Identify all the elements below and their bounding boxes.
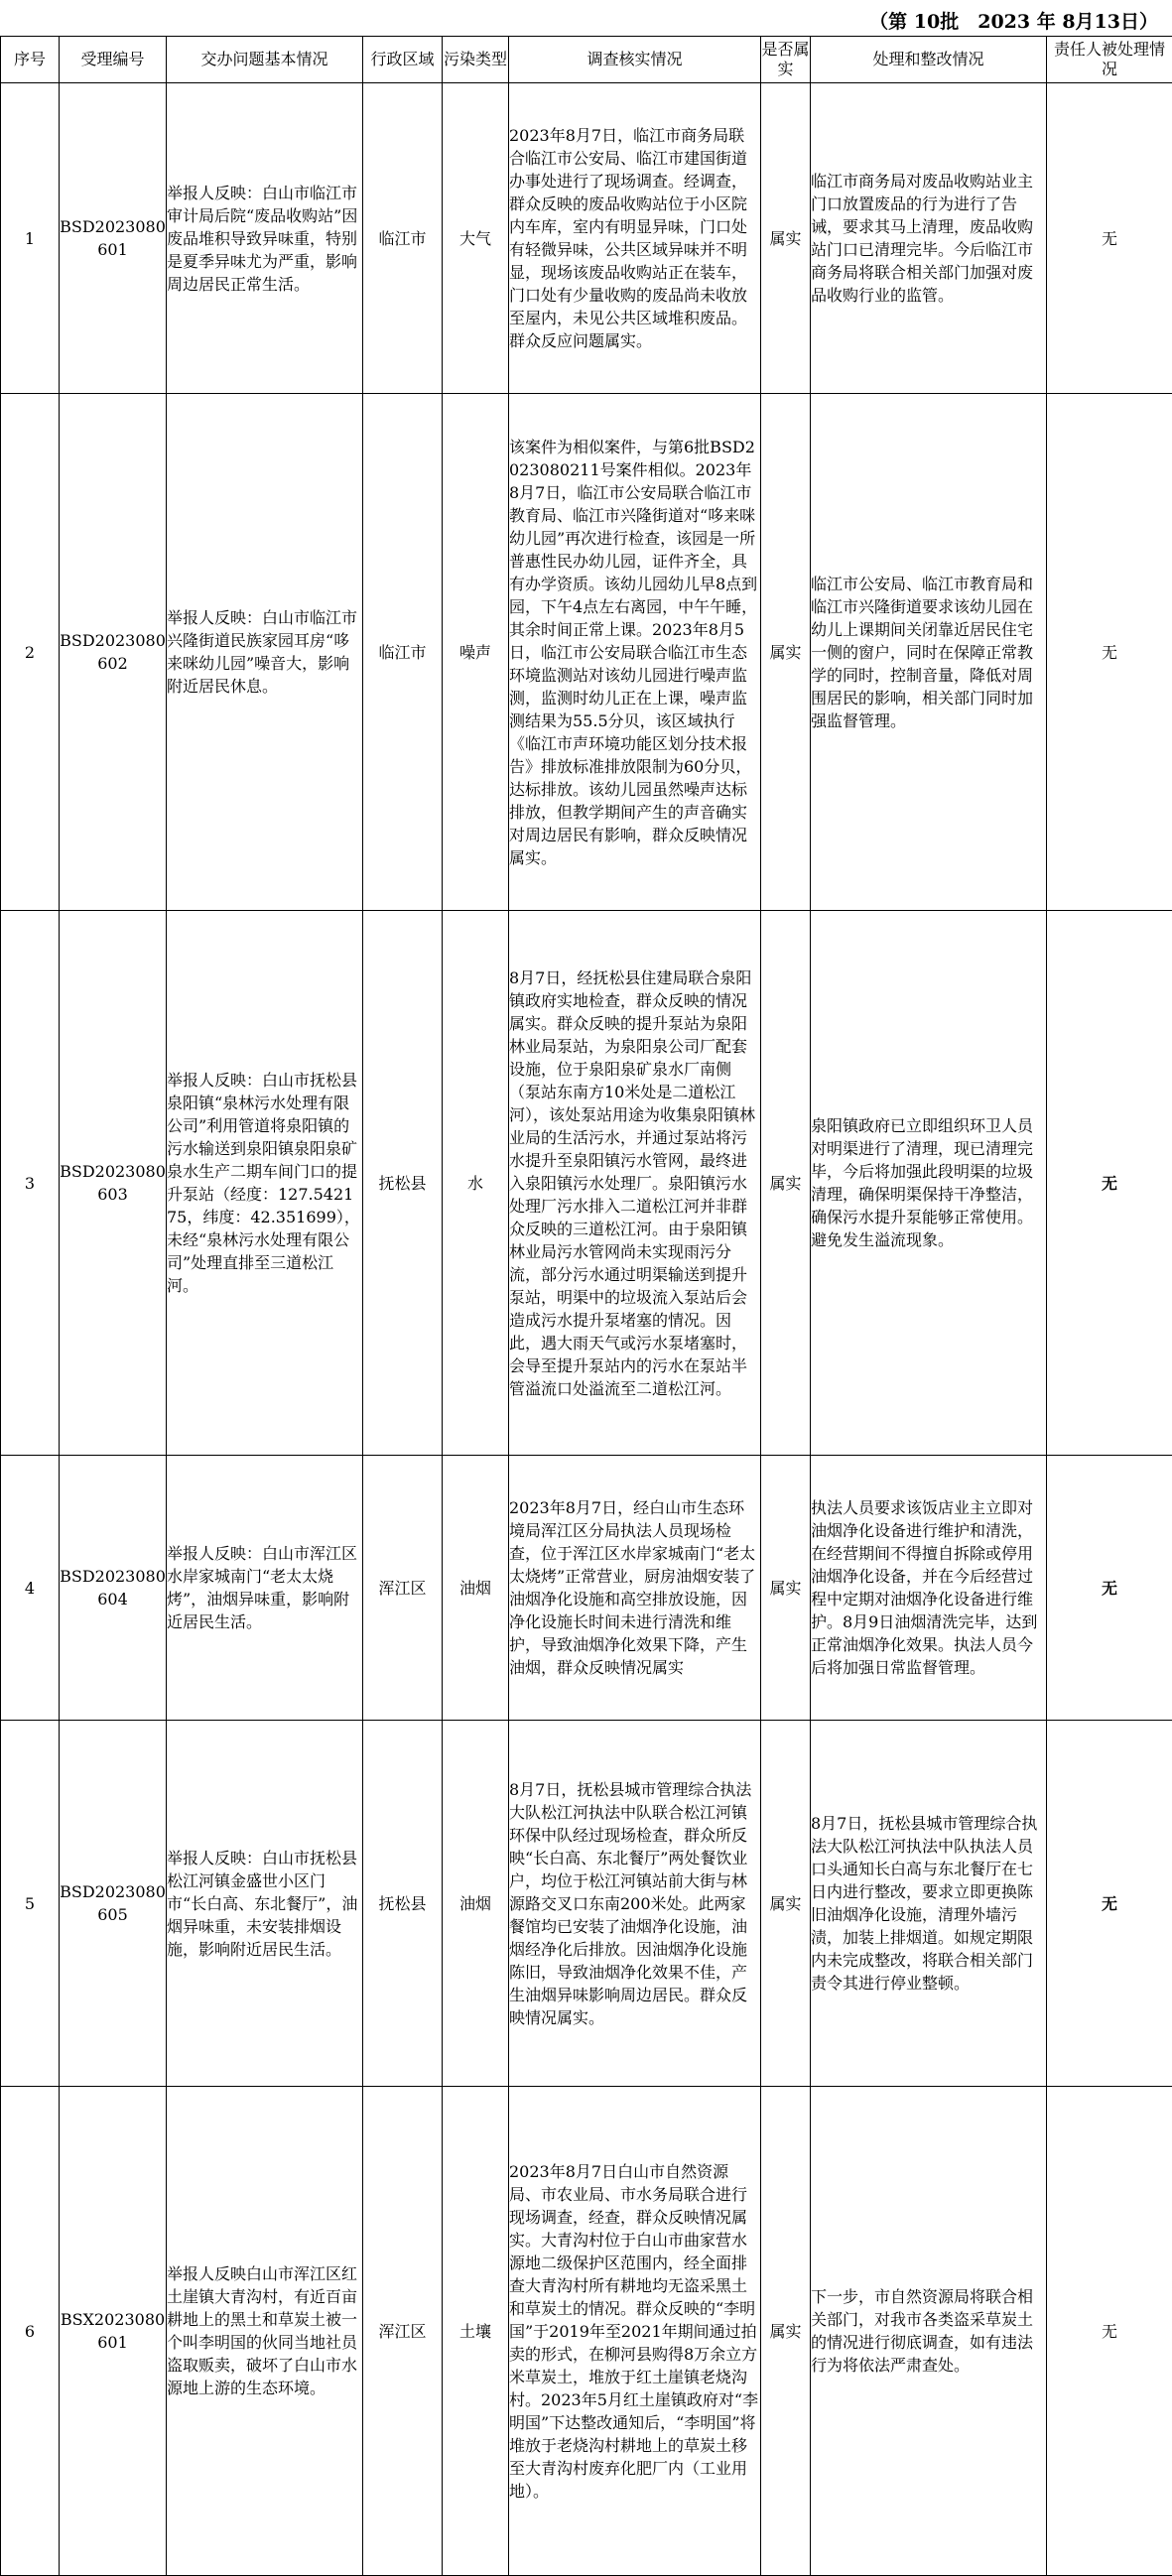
header-case-no: 受理编号 [60, 37, 167, 83]
cell-seq: 3 [1, 911, 60, 1456]
cell-pollution: 水 [443, 911, 509, 1456]
cell-pollution: 土壤 [443, 2087, 509, 2576]
cell-problem: 举报人反映：白山市抚松县松江河镇金盛世小区门市“长白高、东北餐厅”，油烟异味重，未安装排烟设施，影响附近居民生活。 [167, 1721, 363, 2087]
cell-handling: 临江市商务局对废品收购站业主门口放置废品的行为进行了告诫，要求其马上清理，废品收购站门口已清理完毕。今后临江市商务局将联合相关部门加强对废品收购行业的监管。 [811, 83, 1047, 394]
cell-case-no: BSD2023080603 [60, 911, 167, 1456]
cell-problem: 举报人反映：白山市临江市兴隆街道民族家园耳房“哆来咪幼儿园”噪音大，影响附近居民休息。 [167, 394, 363, 911]
cell-handling: 泉阳镇政府已立即组织环卫人员对明渠进行了清理，现已清理完毕，今后将加强此段明渠的垃圾清理，确保明渠保持干净整洁，确保污水提升泵能够正常使用。避免发生溢流现象。 [811, 911, 1047, 1456]
cell-case-no: BSD2023080602 [60, 394, 167, 911]
cell-verified: 属实 [761, 1456, 811, 1721]
cell-handling: 临江市公安局、临江市教育局和临江市兴隆街道要求该幼儿园在幼儿上课期间关闭靠近居民住宅一侧的窗户，同时在保障正常教学的同时，控制音量，降低对周围居民的影响，相关部门同时加强监督管理。 [811, 394, 1047, 911]
header-investigation: 调查核实情况 [509, 37, 761, 83]
cell-investigation: 2023年8月7日，经白山市生态环境局浑江区分局执法人员现场检查，位于浑江区水岸家城南门“老太太烧烤”正常营业，厨房油烟安装了油烟净化设施和高空排放设施，因净化设施长时间未进行清洗和维护，导致油烟净化效果下降，产生油烟，群众反映情况属实 [509, 1456, 761, 1721]
table-row [1, 2087, 1172, 2576]
cell-verified: 属实 [761, 1721, 811, 2087]
cell-district: 抚松县 [363, 911, 443, 1456]
cell-responsible: 无 [1047, 1456, 1172, 1721]
cell-investigation: 2023年8月7日白山市自然资源局、市农业局、市水务局联合进行现场调查，经查，群众反映情况属实。大青沟村位于白山市曲家营水源地二级保护区范围内，经全面排查大青沟村所有耕地均无盗采黑土和草炭土的情况。群众反映的“李明国”于2019年至2021年期间通过拍卖的形式，在柳河县购得8万余立方米草炭土，堆放于红土崖镇老烧沟村。2023年5月红土崖镇政府对“李明国”下达整改通知后，“李明国”将堆放于老烧沟村耕地上的草炭土移至大青沟村废弃化肥厂内（工业用地）。 [509, 2087, 761, 2576]
table-row [1, 1456, 1172, 1721]
header-verified: 是否属实 [761, 37, 811, 83]
cell-verified: 属实 [761, 394, 811, 911]
cell-seq: 5 [1, 1721, 60, 2087]
cell-district: 浑江区 [363, 1456, 443, 1721]
cell-handling: 下一步，市自然资源局将联合相关部门，对我市各类盗采草炭土的情况进行彻底调查，如有违法行为将依法严肃查处。 [811, 2087, 1047, 2576]
cell-problem: 举报人反映：白山市浑江区水岸家城南门“老太太烧烤”，油烟异味重，影响附近居民生活。 [167, 1456, 363, 1721]
cell-investigation: 8月7日，抚松县城市管理综合执法大队松江河执法中队联合松江河镇环保中队经过现场检查，群众所反映“长白高、东北餐厅”两处餐饮业户，均位于松江河镇站前大街与林源路交叉口东南200米处。此两家餐馆均已安装了油烟净化设施，油烟经净化后排放。因油烟净化设施陈旧，导致油烟净化效果不佳，产生油烟异味影响周边居民。群众反映情况属实。 [509, 1721, 761, 2087]
cell-district: 浑江区 [363, 2087, 443, 2576]
table-row [1, 394, 1172, 911]
cell-problem: 举报人反映：白山市抚松县泉阳镇“泉林污水处理有限公司”利用管道将泉阳镇的污水输送到泉阳镇泉阳泉矿泉水生产二期车间门口的提升泵站（经度：127.542175，纬度：42.351699），未经“泉林污水处理有限公司”处理直排至三道松江河。 [167, 911, 363, 1456]
cell-responsible: 无 [1047, 2087, 1172, 2576]
cell-case-no: BSD2023080601 [60, 83, 167, 394]
header-handling: 处理和整改情况 [811, 37, 1047, 83]
cell-responsible: 无 [1047, 1721, 1172, 2087]
header-responsible: 责任人被处理情况 [1047, 37, 1172, 83]
table-row [1, 1721, 1172, 2087]
cell-case-no: BSX2023080601 [60, 2087, 167, 2576]
table-row [1, 83, 1172, 394]
cell-case-no: BSD2023080605 [60, 1721, 167, 2087]
cell-verified: 属实 [761, 911, 811, 1456]
cell-seq: 6 [1, 2087, 60, 2576]
cell-responsible: 无 [1047, 83, 1172, 394]
cell-district: 临江市 [363, 394, 443, 911]
cell-investigation: 8月7日，经抚松县住建局联合泉阳镇政府实地检查，群众反映的情况属实。群众反映的提升泵站为泉阳林业局泵站，为泉阳泉公司厂配套设施，位于泉阳泉矿泉水厂南侧（泵站东南方10米处是二道松江河），该处泵站用途为收集泉阳镇林业局的生活污水，并通过泵站将污水提升至泉阳镇污水管网，最终进入泉阳镇污水处理厂。泉阳镇污水处理厂污水排入二道松江河并非群众反映的三道松江河。由于泉阳镇林业局污水管网尚未实现雨污分流，部分污水通过明渠输送到提升泵站，明渠中的垃圾流入泵站后会造成污水提升泵堵塞的情况。因此，遇大雨天气或污水泵堵塞时，会导至提升泵站内的污水在泵站半管溢流口处溢流至二道松江河。 [509, 911, 761, 1456]
cell-seq: 2 [1, 394, 60, 911]
cell-problem: 举报人反映白山市浑江区红土崖镇大青沟村，有近百亩耕地上的黑土和草炭土被一个叫李明国的伙同当地社员盗取贩卖，破坏了白山市水源地上游的生态环境。 [167, 2087, 363, 2576]
cell-case-no: BSD2023080604 [60, 1456, 167, 1721]
cell-pollution: 大气 [443, 83, 509, 394]
batch-label: （第 10批 2023 年 8月13日） [869, 6, 1158, 38]
cell-seq: 4 [1, 1456, 60, 1721]
cell-verified: 属实 [761, 83, 811, 394]
cell-responsible: 无 [1047, 911, 1172, 1456]
cell-seq: 1 [1, 83, 60, 394]
table-row [1, 911, 1172, 1456]
cell-handling: 8月7日，抚松县城市管理综合执法大队松江河执法中队执法人员口头通知长白高与东北餐厅在七日内进行整改，要求立即更换陈旧油烟净化设施，清理外墙污渍，加装上排烟道。如规定期限内未完成整改，将联合相关部门责令其进行停业整顿。 [811, 1721, 1047, 2087]
header-row [1, 37, 1172, 83]
cell-pollution: 油烟 [443, 1456, 509, 1721]
cell-pollution: 噪声 [443, 394, 509, 911]
header-district: 行政区域 [363, 37, 443, 83]
cell-district: 抚松县 [363, 1721, 443, 2087]
cell-pollution: 油烟 [443, 1721, 509, 2087]
cell-handling: 执法人员要求该饭店业主立即对油烟净化设备进行维护和清洗，在经营期间不得擅自拆除或停用油烟净化设备，并在今后经营过程中定期对油烟净化设备进行维护。8月9日油烟清洗完毕，达到正常油烟净化效果。执法人员今后将加强日常监督管理。 [811, 1456, 1047, 1721]
cell-district: 临江市 [363, 83, 443, 394]
cell-verified: 属实 [761, 2087, 811, 2576]
case-table [0, 36, 1172, 2576]
cell-investigation: 2023年8月7日，临江市商务局联合临江市公安局、临江市建国街道办事处进行了现场调查。经调查，群众反映的废品收购站位于小区院内车库，室内有明显异味，门口处有轻微异味，公共区域异味并不明显，现场该废品收购站正在装车，门口处有少量收购的废品尚未收放至屋内，未见公共区域堆积废品。群众反应问题属实。 [509, 83, 761, 394]
header-pollution: 污染类型 [443, 37, 509, 83]
cell-problem: 举报人反映：白山市临江市审计局后院“废品收购站”因废品堆积导致异味重，特别是夏季异味尤为严重，影响周边居民正常生活。 [167, 83, 363, 394]
header-problem: 交办问题基本情况 [167, 37, 363, 83]
cell-responsible: 无 [1047, 394, 1172, 911]
header-seq: 序号 [1, 37, 60, 83]
cell-investigation: 该案件为相似案件，与第6批BSD2023080211号案件相似。2023年8月7日，临江市公安局联合临江市教育局、临江市兴隆街道对“哆来咪幼儿园”再次进行检查，该园是一所普惠性民办幼儿园，证件齐全，具有办学资质。该幼儿园幼儿早8点到园，下午4点左右离园，中午午睡，其余时间正常上课。2023年8月5日，临江市公安局联合临江市生态环境监测站对该幼儿园进行噪声监测，监测时幼儿正在上课，噪声监测结果为55.5分贝，该区域执行《临江市声环境功能区划分技术报告》排放标准排放限制为60分贝，达标排放。该幼儿园虽然噪声达标排放，但教学期间产生的声音确实对周边居民有影响，群众反映情况属实。 [509, 394, 761, 911]
